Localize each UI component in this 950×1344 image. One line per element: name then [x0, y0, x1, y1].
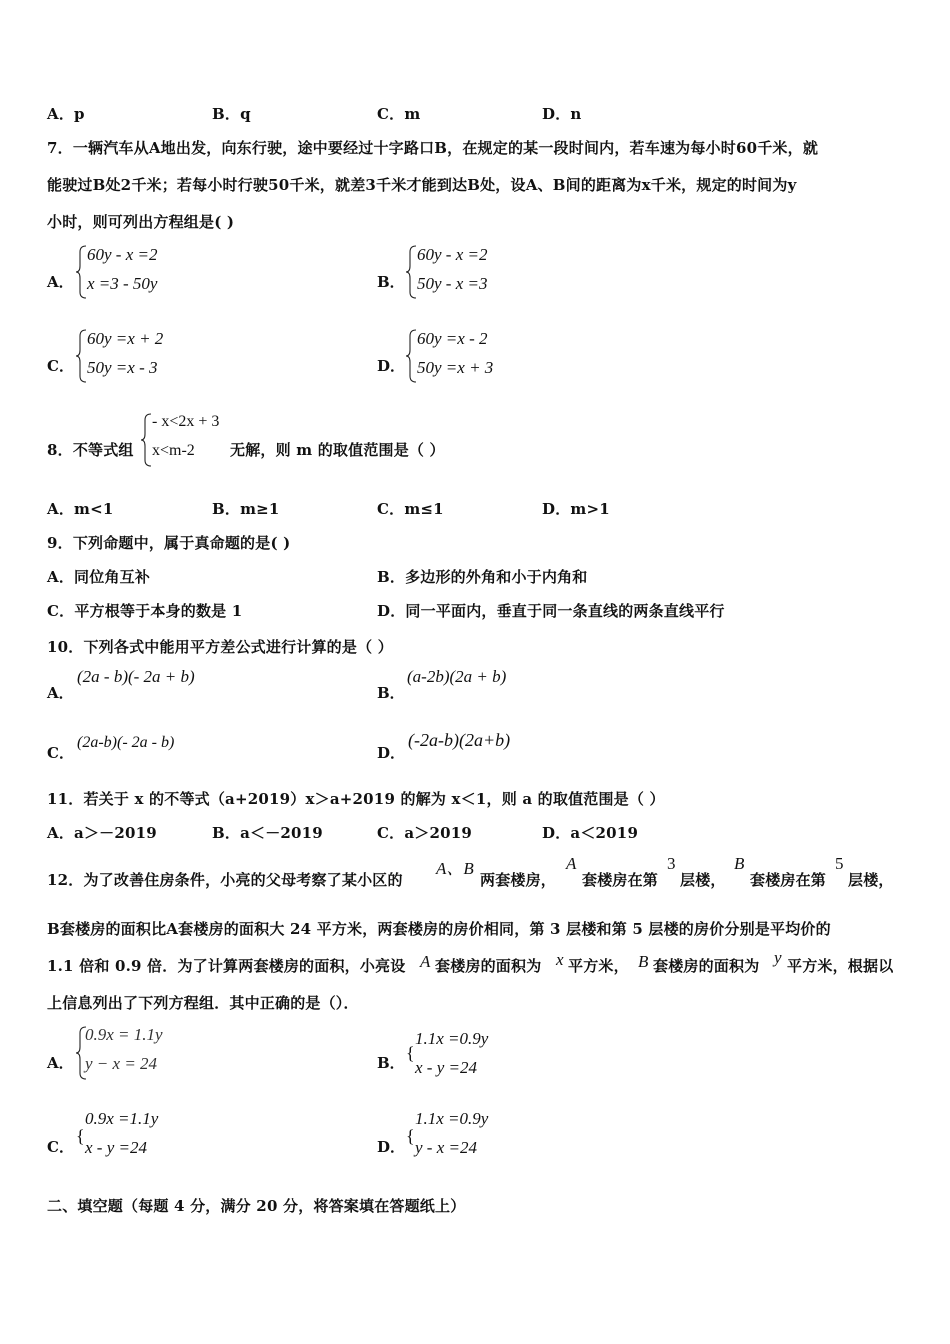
q12-y-variable: y [774, 948, 782, 967]
q8-option-b: B．m≥1 [212, 500, 280, 518]
q7-option-c-system [76, 328, 206, 384]
q12-line-2: B套楼房的面积比A套楼房的面积大 24 平方米，两套楼房的房价相同，第 3 层楼和第 5 层楼的房价分别是平均价的 [47, 920, 831, 938]
q7-option-b-system [406, 244, 536, 300]
q11-stem: 11．若关于 x 的不等式（a+2019）x＞a+2019 的解为 x＜1，则 a 的取值范围是（ ） [47, 790, 665, 808]
inequality-2: x<m-2 [152, 442, 195, 459]
q12-a-variable-2: A [420, 952, 431, 971]
q6-option-c: C．m [377, 105, 421, 123]
q7-option-a-label: A． [47, 273, 74, 291]
q10-option-d-label: D． [377, 744, 406, 762]
q10-option-a-label: A． [47, 684, 74, 702]
q12-option-b-equation-1: 1.1x =0.9y [415, 1029, 489, 1048]
q6-option-a: A．p [47, 105, 85, 123]
q7-option-b-label: B． [377, 273, 405, 291]
q7-option-d-system [406, 328, 536, 384]
q12-option-b-label: B． [377, 1054, 405, 1072]
q12-option-d-equation-2: y - x =24 [415, 1138, 477, 1157]
q12-option-c-equation-2: x - y =24 [85, 1138, 147, 1157]
q7-line-1: 7．一辆汽车从A地出发，向东行驶，途中要经过十字路口B，在规定的某一段时间内，若车速为每小时60千米，就 [47, 139, 819, 157]
q12-line-3-part-4: 套楼房的面积为 [653, 957, 760, 975]
q11-option-b: B．a＜－2019 [212, 824, 323, 842]
q8-system [141, 412, 241, 468]
q12-option-d-label: D． [377, 1138, 406, 1156]
q12-line-1-part-5: 套楼房在第 [750, 871, 827, 889]
equation-2: y − x = 24 [85, 1054, 158, 1073]
section-2-heading: 二、填空题（每题 4 分，满分 20 分，将答案填在答题纸上） [47, 1197, 466, 1215]
equation-2: 50y - x =3 [417, 274, 488, 293]
equation-1: 60y - x =2 [87, 245, 158, 264]
q12-option-c-equation-1: 0.9x =1.1y [85, 1109, 159, 1128]
q12-option-d-equation-1: 1.1x =0.9y [415, 1109, 489, 1128]
q7-line-3: 小时，则可列出方程组是( ) [47, 213, 235, 231]
q12-x-variable: x [556, 950, 564, 969]
q7-option-c-label: C． [47, 357, 74, 375]
q8-prefix: 8．不等式组 [47, 441, 134, 459]
q12-line-3-part-2: 套楼房的面积为 [435, 957, 542, 975]
q12-line-4: 上信息列出了下列方程组．其中正确的是（）． [47, 994, 359, 1012]
q9-stem: 9．下列命题中，属于真命题的是( ) [47, 534, 291, 552]
q12-line-3-part-1: 1.1 倍和 0.9 倍．为了计算两套楼房的面积，小亮设 [47, 957, 406, 975]
q12-a-variable: A [566, 854, 577, 873]
brace-icon: { [406, 1043, 415, 1063]
equation-2: 50y =x - 3 [87, 358, 158, 377]
q12-line-1-part-4: 层楼， [680, 871, 726, 889]
q10-option-d-expression: (-2a-b)(2a+b) [408, 730, 511, 750]
q6-option-d: D．n [542, 105, 582, 123]
q10-stem: 10．下列各式中能用平方差公式进行计算的是（ ） [47, 638, 393, 656]
q7-option-d-label: D． [377, 357, 406, 375]
q8-suffix: 无解，则 m 的取值范围是（ ） [230, 441, 445, 459]
q12-line-1-part-6: 层楼， [848, 871, 894, 889]
q9-option-c: C．平方根等于本身的数是 1 [47, 602, 243, 620]
brace-icon: { [406, 1126, 415, 1146]
q9-option-d: D．同一平面内，垂直于同一条直线的两条直线平行 [377, 602, 725, 620]
q9-option-a: A．同位角互补 [47, 568, 151, 586]
q12-line-1-part-3: 套楼房在第 [582, 871, 659, 889]
inequality-1: - x<2x + 3 [152, 413, 220, 430]
q12-option-a-system [76, 1025, 196, 1081]
q11-option-d: D．a＜2019 [542, 824, 639, 842]
q12-ab-variables: A、B [436, 859, 474, 878]
q8-option-c: C．m≤1 [377, 500, 444, 518]
brace-icon: { [76, 1126, 85, 1146]
q8-option-d: D．m>1 [542, 500, 610, 518]
equation-1: 0.9x = 1.1y [85, 1025, 163, 1044]
q12-line-1-part-2: 两套楼房， [480, 871, 557, 889]
q10-option-c-expression: (2a-b)(- 2a - b) [77, 734, 175, 751]
q11-option-a: A．a＞－2019 [47, 824, 157, 842]
q12-floor-5: 5 [835, 854, 844, 873]
q10-option-b-label: B． [377, 684, 405, 702]
q10-option-a-expression: (2a - b)(- 2a + b) [77, 667, 195, 686]
q6-option-b: B．q [212, 105, 251, 123]
q9-option-b: B．多边形的外角和小于内角和 [377, 568, 588, 586]
q7-line-2: 能驶过B处2千米；若每小时行驶50千米，就差3千米才能到达B处，设A、B间的距离为x千米，规定的时间为y [47, 176, 797, 194]
equation-1: 60y =x + 2 [87, 329, 164, 348]
q12-b-variable-2: B [638, 952, 649, 971]
q12-floor-3: 3 [667, 854, 676, 873]
q12-line-3-part-5: 平方米，根据以 [787, 957, 894, 975]
q12-option-a-label: A． [47, 1054, 74, 1072]
q10-option-b-expression: (a-2b)(2a + b) [407, 667, 507, 686]
q10-option-c-label: C． [47, 744, 74, 762]
equation-2: x =3 - 50y [87, 274, 158, 293]
equation-1: 60y - x =2 [417, 245, 488, 264]
q12-b-variable: B [734, 854, 745, 873]
q12-option-c-label: C． [47, 1138, 74, 1156]
equation-2: 50y =x + 3 [417, 358, 494, 377]
equation-1: 60y =x - 2 [417, 329, 488, 348]
q8-option-a: A．m<1 [47, 500, 114, 518]
q11-option-c: C．a＞2019 [377, 824, 473, 842]
q12-line-1-part-1: 12．为了改善住房条件，小亮的父母考察了某小区的 [47, 871, 403, 889]
q12-option-b-equation-2: x - y =24 [415, 1058, 477, 1077]
q7-option-a-system [76, 244, 206, 300]
q12-line-3-part-3: 平方米， [568, 957, 629, 975]
